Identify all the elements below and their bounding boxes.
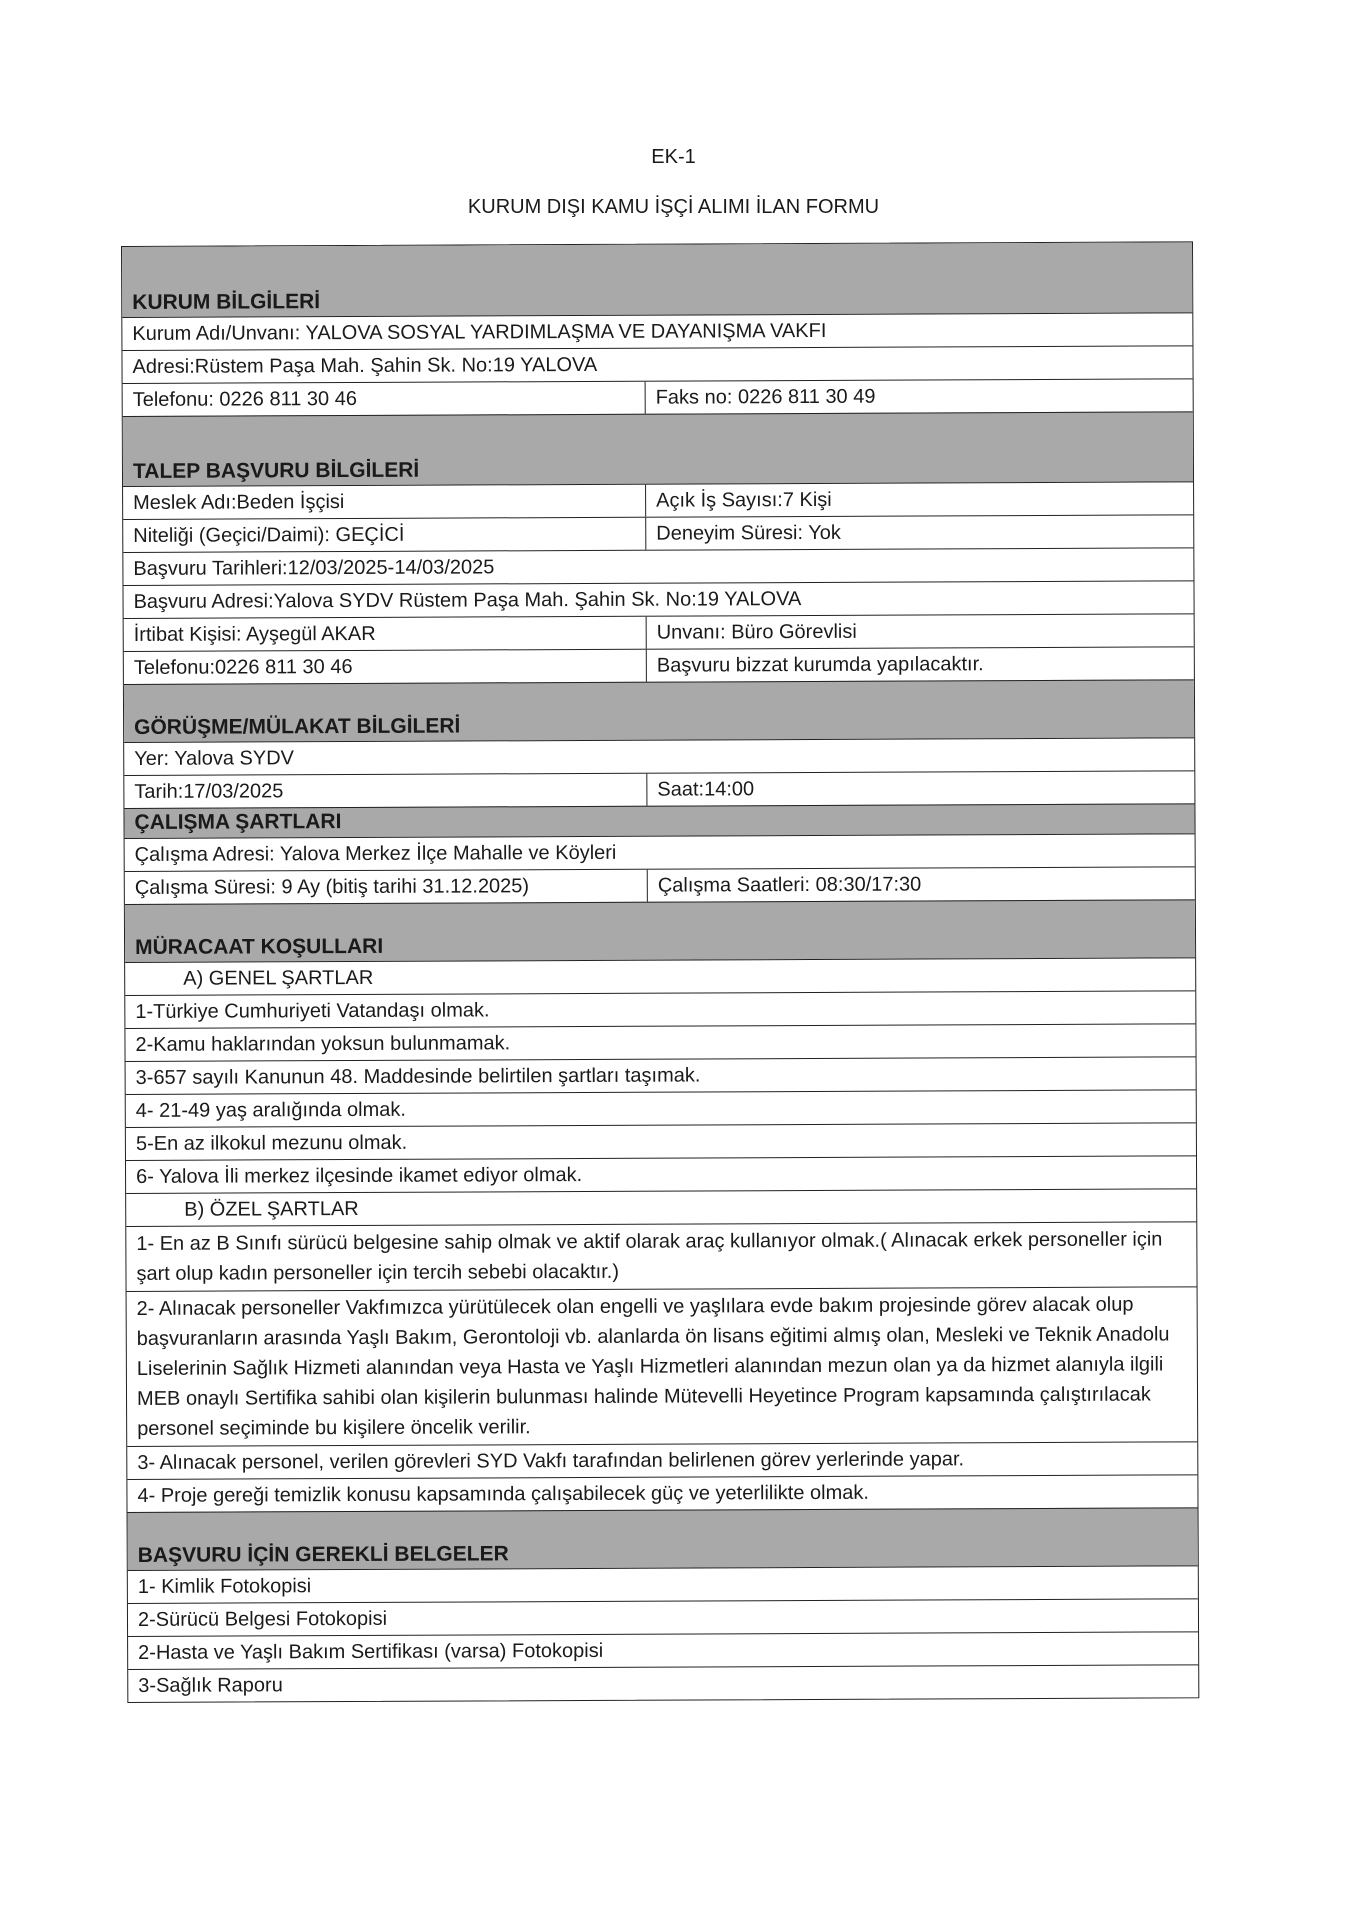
gorusme-tarih: Tarih:17/03/2025 bbox=[124, 774, 647, 808]
list-item bbox=[126, 1056, 1196, 1094]
basvuru-tarihleri: Başvuru Tarihleri:12/03/2025-14/03/2025 bbox=[133, 556, 495, 580]
gorusme-saat: Saat:14:00 bbox=[657, 778, 755, 801]
list-item bbox=[127, 1286, 1198, 1446]
belge-item: 2-Hasta ve Yaşlı Bakım Sertifikası (varsa) Fotokopisi bbox=[138, 1639, 604, 1664]
irtibat-kisisi: İrtibat Kişisi: Ayşegül AKAR bbox=[124, 617, 647, 651]
list-item bbox=[126, 1155, 1196, 1193]
genel-sart: 3-657 sayılı Kanunun 48. Maddesinde belirtilen şartları taşımak. bbox=[135, 1064, 701, 1089]
document-title: KURUM DIŞI KAMU İŞÇİ ALIMI İLAN FORMU bbox=[467, 196, 880, 218]
form-row bbox=[125, 833, 1195, 871]
calisma-saatleri: Çalışma Saatleri: 08:30/17:30 bbox=[657, 873, 922, 897]
ozel-sart: 1- En az B Sınıfı sürücü belgesine sahip olmak ve aktif olarak araç kullanıyor olmak.( Alınacak erkek personeller için şart olup kadın personeller için tercih sebebi olacaktır.) bbox=[136, 1228, 1163, 1285]
gorusme-yer: Yer: Yalova SYDV bbox=[134, 747, 295, 770]
belge-item: 2-Sürücü Belgesi Fotokopisi bbox=[137, 1607, 388, 1631]
genel-sart: 1-Türkiye Cumhuriyeti Vatandaşı olmak. bbox=[135, 999, 490, 1023]
talep-telefon: Telefonu:0226 811 30 46 bbox=[124, 650, 647, 684]
ozel-sart: 2- Alınacak personeller Vakfımızca yürütülecek olan engelli ve yaşlılara evde bakım projesinde görev alacak olup başvuranların arasında Yaşlı Bakım, Gerontoloji vb. alanlarda ön lisans eğitimi almış olan, Mesleki ve Teknik Anadolu Liselerinin Sağlık Hizmeti alanından veya Hasta ve Yaşlı Hizmetleri alanından mezun olan ya da hizmet alanıyla ilgili MEB onaylı Sertifika sahibi olan kişilerin bulunması halinde Mütevelli Heyetince Program kapsamında çalıştırılacak personel seçiminde bu kişilere öncelik verilir. bbox=[136, 1293, 1170, 1440]
belge-item: 3-Sağlık Raporu bbox=[138, 1674, 283, 1697]
announcement-form-table bbox=[121, 241, 1199, 1703]
ozel-sart: 3- Alınacak personel, verilen görevleri SYD Vakfı tarafından belirlenen görev yerlerinde yapar. bbox=[137, 1448, 965, 1474]
calisma-adresi: Çalışma Adresi: Yalova Merkez İlçe Mahalle ve Köyleri bbox=[134, 841, 617, 866]
list-item bbox=[125, 990, 1195, 1028]
form-row bbox=[123, 481, 1193, 519]
niteligi: Niteliği (Geçici/Daimi): GEÇİCİ bbox=[123, 518, 646, 552]
genel-sart: 4- 21-49 yaş aralığında olmak. bbox=[135, 1098, 406, 1122]
list-item bbox=[125, 1023, 1195, 1061]
form-row bbox=[124, 770, 1194, 808]
genel-sartlar-heading: A) GENEL ŞARTLAR bbox=[183, 966, 374, 990]
form-row bbox=[126, 1188, 1196, 1226]
form-row bbox=[124, 737, 1194, 775]
section-heading-talep: TALEP BAŞVURU BİLGİLERİ bbox=[123, 411, 1193, 486]
meslek-adi: Meslek Adı:Beden İşçisi bbox=[123, 485, 646, 519]
genel-sart: 6- Yalova İli merkez ilçesinde ikamet ediyor olmak. bbox=[136, 1163, 583, 1188]
list-item bbox=[127, 1474, 1197, 1512]
form-row bbox=[125, 957, 1195, 995]
irtibat-unvani: Unvanı: Büro Görevlisi bbox=[656, 620, 857, 644]
section-heading-muracaat: MÜRACAAT KOŞULLARI bbox=[125, 899, 1195, 962]
basvuru-adresi: Başvuru Adresi:Yalova SYDV Rüstem Paşa Mah. Şahin Sk. No:19 YALOVA bbox=[133, 588, 802, 613]
list-item bbox=[126, 1089, 1196, 1127]
genel-sart: 2-Kamu haklarından yoksun bulunmamak. bbox=[135, 1032, 511, 1056]
list-item bbox=[128, 1565, 1198, 1603]
list-item bbox=[128, 1631, 1198, 1669]
section-heading-belgeler: BAŞVURU İÇİN GEREKLİ BELGELER bbox=[128, 1507, 1198, 1570]
acik-is-sayisi: Açık İş Sayısı:7 Kişi bbox=[656, 488, 832, 512]
list-item bbox=[128, 1598, 1198, 1636]
form-row bbox=[125, 866, 1195, 904]
form-row bbox=[123, 547, 1193, 585]
document-code: EK-1 bbox=[651, 146, 696, 168]
form-row bbox=[123, 514, 1193, 552]
form-row bbox=[123, 378, 1193, 416]
calisma-suresi: Çalışma Süresi: 9 Ay (bitiş tarihi 31.12.2025) bbox=[125, 870, 648, 904]
ozel-sartlar-heading: B) ÖZEL ŞARTLAR bbox=[184, 1197, 359, 1221]
form-row bbox=[124, 646, 1194, 684]
belge-item: 1- Kimlik Fotokopisi bbox=[137, 1575, 312, 1598]
form-row bbox=[123, 580, 1193, 618]
form-row bbox=[122, 312, 1192, 350]
kurum-adi: Kurum Adı/Unvanı: YALOVA SOSYAL YARDIMLAŞMA VE DAYANIŞMA VAKFI bbox=[132, 319, 827, 345]
kurum-faks: Faks no: 0226 811 30 49 bbox=[655, 385, 876, 409]
genel-sart: 5-En az ilkokul mezunu olmak. bbox=[135, 1131, 408, 1155]
list-item bbox=[128, 1664, 1198, 1702]
kurum-telefon: Telefonu: 0226 811 30 46 bbox=[123, 382, 646, 416]
section-heading-calisma: ÇALIŞMA ŞARTLARI bbox=[124, 803, 1194, 838]
ozel-sart: 4- Proje gereği temizlik konusu kapsamında çalışabilecek güç ve yeterlilikte olmak. bbox=[137, 1481, 869, 1507]
list-item bbox=[126, 1221, 1196, 1291]
section-heading-kurum: KURUM BİLGİLERİ bbox=[122, 242, 1192, 317]
section-heading-gorusme: GÖRÜŞME/MÜLAKAT BİLGİLERİ bbox=[124, 679, 1194, 742]
form-row bbox=[122, 345, 1192, 383]
form-row bbox=[124, 613, 1194, 651]
kurum-adres: Adresi:Rüstem Paşa Mah. Şahin Sk. No:19 YALOVA bbox=[132, 353, 598, 378]
list-item bbox=[126, 1122, 1196, 1160]
list-item bbox=[127, 1441, 1197, 1479]
basvuru-bizzat: Başvuru bizzat kurumda yapılacaktır. bbox=[656, 653, 984, 677]
deneyim-suresi: Deneyim Süresi: Yok bbox=[656, 521, 841, 545]
